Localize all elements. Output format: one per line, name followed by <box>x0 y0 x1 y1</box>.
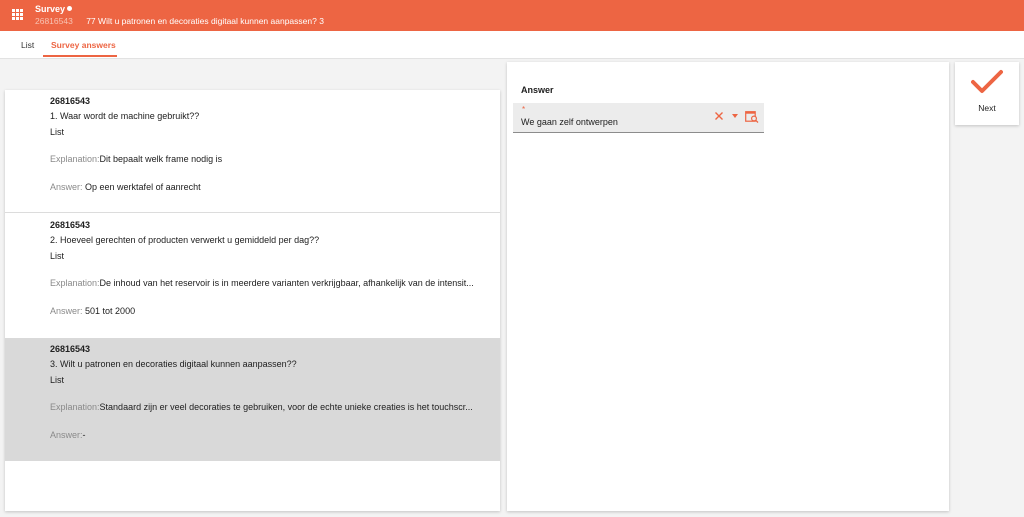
question-item-3[interactable] <box>5 338 500 461</box>
question-type: List <box>50 251 65 261</box>
question-code: 26816543 <box>50 220 91 230</box>
tab-list[interactable]: List <box>21 40 35 50</box>
explanation-label: Explanation: <box>50 402 100 412</box>
answer-panel <box>507 62 949 511</box>
apps-grid-icon[interactable] <box>12 9 23 20</box>
question-code: 26816543 <box>50 344 91 354</box>
clear-icon[interactable] <box>714 111 724 121</box>
question-title: Wilt u patronen en decoraties digitaal kunnen aanpassen? <box>98 16 317 26</box>
divider <box>5 212 500 213</box>
question-text: 3. Wilt u patronen en decoraties digitaal kunnen aanpassen?? <box>50 359 297 369</box>
question-suffix: 3 <box>319 16 324 26</box>
question-number: 77 <box>86 16 96 26</box>
lookup-search-icon[interactable] <box>745 111 759 123</box>
question-explanation <box>50 278 495 288</box>
question-list <box>5 90 500 511</box>
answer-field[interactable] <box>513 103 764 133</box>
question-item-2[interactable] <box>5 214 500 337</box>
required-marker: * <box>522 105 526 114</box>
question-answer <box>50 306 135 316</box>
question-item-1[interactable] <box>5 90 500 213</box>
active-tab-indicator <box>43 55 117 57</box>
question-type: List <box>50 375 65 385</box>
record-subtitle <box>35 16 324 26</box>
question-text: 2. Hoeveel gerechten of producten verwerkt u gemiddeld per dag?? <box>50 235 320 245</box>
answer-value[interactable]: We gaan zelf ontwerpen <box>521 117 618 127</box>
explanation-text: De inhoud van het reservoir is in meerdere varianten verkrijgbaar, afhankelijk van de intensit... <box>99 278 474 288</box>
question-text: 1. Waar wordt de machine gebruikt?? <box>50 111 200 121</box>
question-answer <box>50 182 201 192</box>
explanation-text: Standaard zijn er veel decoraties te gebruiken, voor de echte unieke creaties is het touchscr... <box>99 402 473 412</box>
answer-text: 501 tot 2000 <box>85 306 136 316</box>
app-title-text: Survey <box>35 4 66 14</box>
question-explanation <box>50 154 495 164</box>
explanation-label: Explanation: <box>50 278 100 288</box>
next-label: Next <box>978 103 996 113</box>
answer-label: Answer: <box>50 182 83 192</box>
question-answer <box>50 430 86 440</box>
tab-survey-answers[interactable]: Survey answers <box>51 40 116 50</box>
answer-text: Op een werktafel of aanrecht <box>85 182 201 192</box>
answer-text: - <box>82 430 86 440</box>
question-type: List <box>50 127 65 137</box>
answer-label: Answer: <box>50 430 83 440</box>
app-title <box>35 4 72 14</box>
top-bar <box>0 0 1024 31</box>
tab-bar <box>0 31 1024 59</box>
unsaved-dot-icon <box>67 6 72 11</box>
dropdown-caret-icon[interactable] <box>732 114 738 118</box>
answer-heading: Answer <box>521 85 554 95</box>
question-explanation <box>50 402 495 412</box>
question-code: 26816543 <box>50 96 91 106</box>
checkmark-icon <box>971 69 1003 95</box>
explanation-label: Explanation: <box>50 154 100 164</box>
next-button[interactable] <box>955 62 1019 125</box>
answer-label: Answer: <box>50 306 83 316</box>
explanation-text: Dit bepaalt welk frame nodig is <box>99 154 223 164</box>
record-code: 26816543 <box>35 16 73 26</box>
